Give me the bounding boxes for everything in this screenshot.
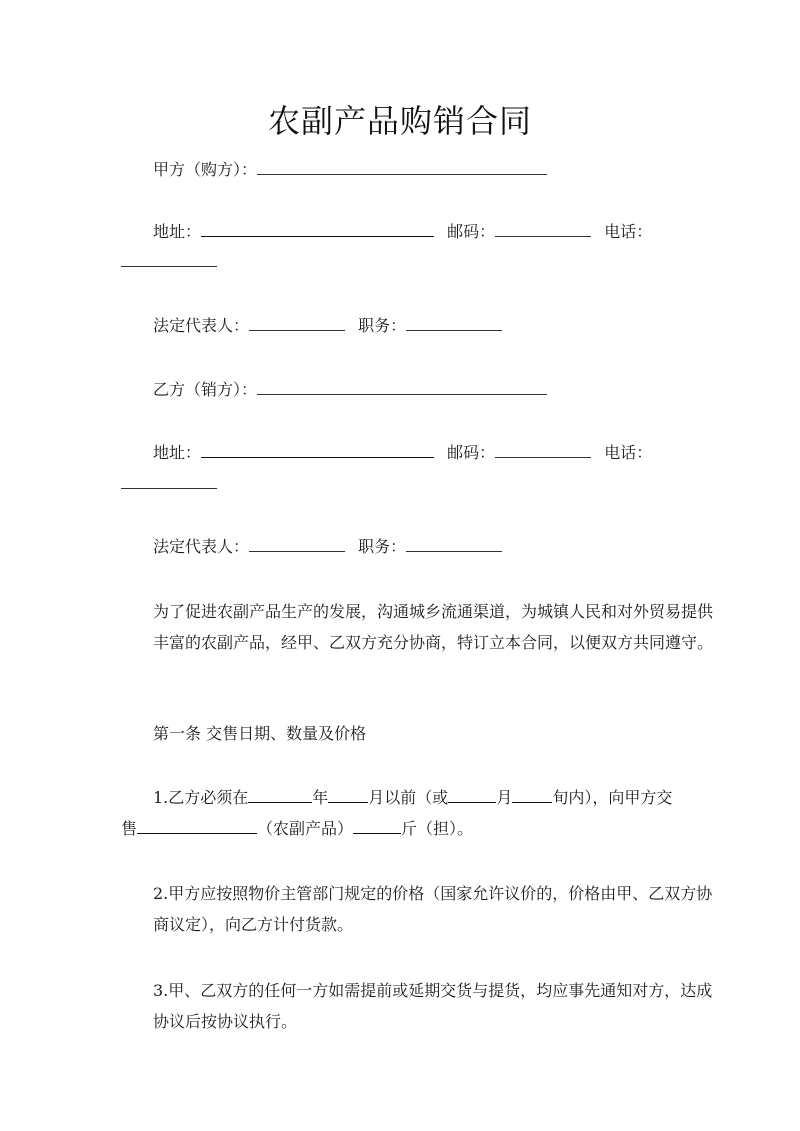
party-a-phone-line xyxy=(121,252,217,272)
item-1-text-sell: 售 xyxy=(121,819,138,838)
party-a-phone-label: 电话： xyxy=(604,222,653,241)
article-1-item-1-line-2 xyxy=(121,819,473,839)
party-b-label: 乙方（销方）： xyxy=(153,380,258,399)
item-1-text-month: 月 xyxy=(496,788,513,807)
item-1-text-year: 年 xyxy=(312,788,329,807)
party-a-label: 甲方（购方）： xyxy=(153,160,258,179)
item-1-month-blank[interactable] xyxy=(328,788,368,803)
party-a-postcode-label: 邮码： xyxy=(447,222,496,241)
party-a-position-blank[interactable] xyxy=(406,316,502,331)
party-b-phone-blank[interactable] xyxy=(121,474,217,489)
party-b-line xyxy=(153,380,547,400)
item-1-year-blank[interactable] xyxy=(248,788,312,803)
preamble-paragraph: 为了促进农副产品生产的发展，沟通城乡流通渠道，为城镇人民和对外贸易提供丰富的农副产品，经甲、乙双方充分协商，特订立本合同，以便双方共同遵守。 xyxy=(153,602,714,652)
party-a-address-blank[interactable] xyxy=(201,222,434,237)
party-b-phone-line xyxy=(121,474,217,494)
party-b-rep-blank[interactable] xyxy=(249,537,345,552)
article-1-item-3: 3.甲、乙双方的任何一方如需提前或延期交货与提货，均应事先通知对方，达成协议后按协议执行。 xyxy=(153,981,713,1031)
article-1-heading: 第一条 交售日期、数量及价格 xyxy=(153,724,367,743)
party-a-rep-line xyxy=(153,316,502,336)
party-b-position-blank[interactable] xyxy=(406,537,502,552)
item-1-text-month-before: 月以前（或 xyxy=(368,788,449,807)
party-a-rep-label: 法定代表人： xyxy=(153,316,250,335)
party-b-phone-label: 电话： xyxy=(604,443,653,462)
party-a-line xyxy=(153,160,547,180)
item-1-text-within-period: 旬内），向甲方交 xyxy=(552,788,673,807)
party-b-postcode-label: 邮码： xyxy=(447,443,496,462)
item-1-product-blank[interactable] xyxy=(137,819,257,834)
party-a-rep-blank[interactable] xyxy=(249,316,345,331)
party-b-address-label: 地址： xyxy=(153,443,202,462)
party-a-phone-blank[interactable] xyxy=(121,252,217,267)
party-a-address-line xyxy=(153,222,652,242)
article-1-item-2: 2.甲方应按照物价主管部门规定的价格（国家允许议价的，价格由甲、乙双方协商议定），向乙方计付货款。 xyxy=(153,884,713,934)
party-a-position-label: 职务： xyxy=(358,316,407,335)
item-1-quantity-blank[interactable] xyxy=(353,819,401,834)
document-title: 农副产品购销合同 xyxy=(267,102,532,140)
party-a-name-blank[interactable] xyxy=(257,160,547,175)
party-b-position-label: 职务： xyxy=(358,537,407,556)
item-1-text-deliver-by: 1.乙方必须在 xyxy=(153,788,249,807)
party-a-address-label: 地址： xyxy=(153,222,202,241)
party-b-rep-line xyxy=(153,537,502,557)
item-1-text-product: （农副产品） xyxy=(257,819,354,838)
party-b-postcode-blank[interactable] xyxy=(495,443,591,458)
party-b-address-blank[interactable] xyxy=(201,443,434,458)
item-1-text-unit: 斤（担）。 xyxy=(401,819,474,838)
item-1-alt-month-blank[interactable] xyxy=(448,788,496,803)
party-b-rep-label: 法定代表人： xyxy=(153,537,250,556)
party-b-address-line xyxy=(153,443,652,463)
item-1-period-blank[interactable] xyxy=(512,788,552,803)
article-1-item-1-line-1 xyxy=(153,788,672,808)
party-a-postcode-blank[interactable] xyxy=(495,222,591,237)
party-b-name-blank[interactable] xyxy=(257,380,547,395)
